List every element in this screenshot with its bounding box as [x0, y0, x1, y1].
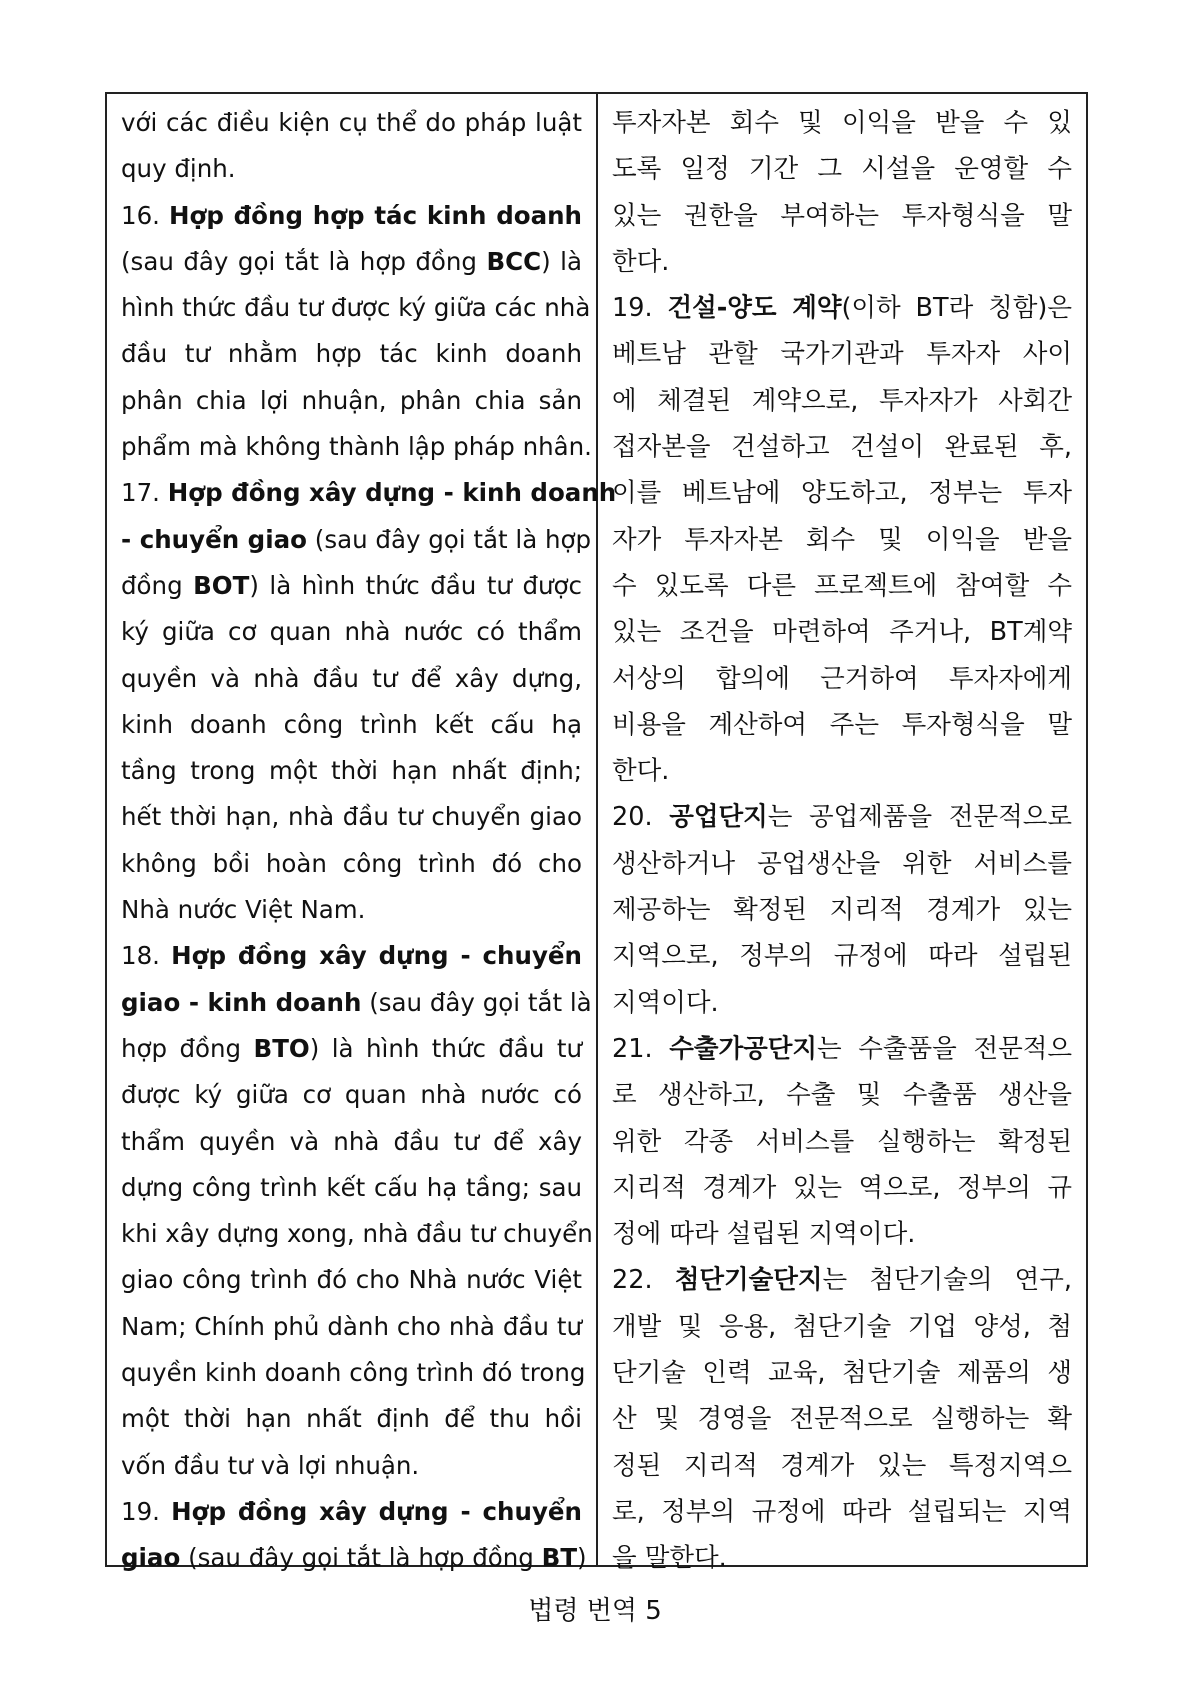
vi-line	[121, 887, 582, 933]
ko-line	[612, 1119, 1072, 1165]
ko-line	[612, 470, 1072, 516]
vi-text: quyền và nhà đầu tư để xây dựng,	[121, 663, 582, 693]
ko-text: 베트남 관할 국가기관과 투자자 사이	[612, 339, 1072, 370]
ko-term: 수출가공단지	[669, 1033, 818, 1064]
vi-line	[121, 656, 582, 702]
ko-line	[612, 887, 1072, 933]
vi-line	[121, 1350, 586, 1396]
vi-term: Hợp đồng hợp tác kinh doanh	[169, 200, 582, 230]
ko-text: 지리적 경계가 있는 역으로, 정부의 규	[612, 1172, 1072, 1203]
vi-line	[121, 841, 582, 887]
vi-line	[121, 1211, 593, 1257]
vi-text: (sau đây gọi tắt là hợp đồng	[121, 246, 487, 276]
vi-term: giao	[121, 1543, 181, 1573]
ko-text: 산 및 경영을 전문적으로 실행하는 확	[612, 1404, 1072, 1435]
vi-text: đồng	[121, 570, 194, 600]
ko-text: 비용을 계산하여 주는 투자형식을 말	[612, 709, 1072, 740]
vi-text: kinh doanh công trình kết cấu hạ	[121, 709, 582, 739]
vi-text: vốn đầu tư và lợi nhuận.	[121, 1450, 420, 1480]
ko-text: 지역으로, 정부의 규정에 따라 설립된	[612, 941, 1072, 972]
vi-term: Hợp đồng xây dựng - kinh doanh	[167, 478, 617, 508]
vi-term: Hợp đồng xây dựng - chuyển	[171, 1496, 582, 1526]
vi-line	[121, 980, 592, 1026]
ko-term: 건설-양도 계약	[667, 293, 842, 324]
vi-line	[121, 470, 617, 516]
vi-line	[121, 933, 582, 979]
ko-line	[612, 239, 1072, 285]
vi-line	[121, 1257, 582, 1303]
vi-text: với các điều kiện cụ thể do pháp luật	[121, 108, 582, 137]
page-footer: 법령 번역 5	[528, 1596, 662, 1626]
vi-term: giao - kinh doanh	[121, 987, 362, 1017]
vi-line	[121, 378, 582, 424]
ko-line	[612, 841, 1072, 887]
ko-text: (이하 BT라 칭함)은	[841, 293, 1072, 324]
ko-line	[612, 1211, 1072, 1257]
vi-line	[121, 285, 591, 331]
ko-text: 19.	[612, 293, 668, 324]
ko-text: 는 수출품을 전문적으	[817, 1033, 1072, 1064]
vi-text: )	[577, 1543, 587, 1573]
ko-text: 정된 지리적 경계가 있는 특정지역으	[612, 1450, 1072, 1481]
vi-text: quyền kinh doanh công trình đó trong	[121, 1358, 586, 1388]
ko-text: 22.	[612, 1265, 675, 1296]
vi-text: hết thời hạn, nhà đầu tư chuyển giao	[121, 802, 582, 832]
vi-text: ) là hình thức đầu tư được	[249, 570, 582, 600]
ko-text: 있는 권한을 부여하는 투자형식을 말	[612, 200, 1072, 231]
ko-line	[612, 1072, 1072, 1118]
ko-line	[612, 563, 1072, 609]
vi-text: được ký giữa cơ quan nhà nước có	[121, 1080, 582, 1110]
vi-text: quy định.	[121, 154, 236, 184]
ko-line	[612, 378, 1072, 424]
vi-line	[121, 100, 582, 146]
vi-line	[121, 517, 592, 563]
vi-line	[121, 1072, 582, 1118]
vi-line	[121, 1535, 587, 1581]
vi-text: một thời hạn nhất định để thu hồi	[121, 1404, 582, 1434]
vi-text: khi xây dựng xong, nhà đầu tư chuyển	[121, 1219, 593, 1249]
vi-line	[121, 1165, 582, 1211]
vi-line	[121, 1304, 582, 1350]
vi-text: dựng công trình kết cấu hạ tầng; sau	[121, 1172, 582, 1202]
ko-text: 는 첨단기술의 연구,	[822, 1265, 1072, 1296]
vi-text: hình thức đầu tư được ký giữa các nhà	[121, 293, 591, 323]
vi-text: (sau đây gọi tắt là hợp đồng	[180, 1543, 542, 1573]
ko-line	[612, 193, 1072, 239]
ko-line	[612, 517, 1072, 563]
ko-text: 는 공업제품을 전문적으로	[767, 802, 1072, 833]
vi-text: 19.	[121, 1496, 172, 1526]
ko-text: 생산하거나 공업생산을 위한 서비스를	[612, 848, 1072, 879]
ko-line	[612, 1535, 1072, 1581]
ko-line	[612, 980, 1072, 1026]
vi-line	[121, 1119, 582, 1165]
translation-table	[105, 92, 1088, 1574]
vi-line	[121, 146, 582, 192]
ko-line	[612, 1026, 1072, 1072]
ko-text: 이를 베트남에 양도하고, 정부는 투자	[612, 478, 1072, 509]
vi-text: (sau đây gọi tắt là hợp	[306, 524, 592, 554]
vi-line	[121, 1396, 582, 1442]
ko-line	[612, 1257, 1072, 1303]
ko-line	[612, 1165, 1072, 1211]
ko-line	[612, 702, 1072, 748]
ko-line	[612, 748, 1072, 794]
ko-text: 접자본을 건설하고 건설이 완료된 후,	[612, 432, 1072, 463]
ko-text: 에 체결된 계약으로, 투자자가 사회간	[612, 385, 1072, 416]
vi-line	[121, 748, 582, 794]
ko-line	[612, 424, 1072, 470]
ko-line	[612, 285, 1072, 331]
ko-text: 로, 정부의 규정에 따라 설립되는 지역	[612, 1496, 1072, 1527]
ko-line	[612, 794, 1072, 840]
ko-text: 위한 각종 서비스를 실행하는 확정된	[612, 1126, 1072, 1157]
vi-term: BTO	[253, 1033, 310, 1063]
vi-line	[121, 239, 582, 285]
ko-term: 첨단기술단지	[674, 1265, 823, 1296]
vi-text: 18.	[121, 941, 172, 971]
vi-line	[121, 1026, 582, 1072]
ko-text: 을 말한다.	[612, 1543, 727, 1574]
ko-text: 있는 조건을 마련하여 주거나, BT계약	[612, 617, 1072, 648]
ko-line	[612, 933, 1072, 979]
vi-text: phẩm mà không thành lập pháp nhân.	[121, 432, 592, 462]
ko-text: 한다.	[612, 756, 670, 787]
ko-text: 투자자본 회수 및 이익을 받을 수 있	[612, 108, 1072, 138]
vi-line	[121, 331, 582, 377]
ko-text: 제공하는 확정된 지리적 경계가 있는	[612, 895, 1072, 926]
vi-text: ký giữa cơ quan nhà nước có thẩm	[121, 617, 582, 647]
vi-line	[121, 609, 582, 655]
vi-text: hợp đồng	[121, 1033, 254, 1063]
vi-line	[121, 563, 582, 609]
ko-text: 지역이다.	[612, 987, 719, 1018]
vi-line	[121, 794, 582, 840]
vi-term: BOT	[193, 570, 250, 600]
vi-text: 16.	[121, 200, 169, 230]
ko-text: 20.	[612, 802, 670, 833]
vi-text: giao công trình đó cho Nhà nước Việt	[121, 1265, 582, 1295]
vi-line	[121, 1443, 582, 1489]
vi-text: đầu tư nhằm hợp tác kinh doanh	[121, 339, 582, 369]
vi-text: Nam; Chính phủ dành cho nhà đầu tư	[121, 1311, 582, 1341]
ko-line	[612, 1443, 1072, 1489]
vi-text: 17.	[121, 478, 168, 508]
ko-line	[612, 656, 1072, 702]
ko-line	[612, 1350, 1072, 1396]
ko-text: 수 있도록 다른 프로젝트에 참여할 수	[612, 570, 1072, 601]
ko-text: 서상의 합의에 근거하여 투자자에게	[612, 663, 1072, 694]
ko-line	[612, 1489, 1072, 1535]
vi-term: Hợp đồng xây dựng - chuyển	[171, 941, 582, 971]
ko-text: 21.	[612, 1033, 670, 1064]
ko-text: 개발 및 응용, 첨단기술 기업 양성, 첨	[612, 1311, 1072, 1342]
ko-text: 한다.	[612, 246, 670, 277]
korean-column	[598, 94, 1086, 1574]
vi-text: phân chia lợi nhuận, phân chia sản	[121, 385, 582, 415]
vi-text: thẩm quyền và nhà đầu tư để xây	[121, 1126, 582, 1156]
ko-line	[612, 146, 1072, 192]
ko-text: 정에 따라 설립된 지역이다.	[612, 1219, 916, 1250]
ko-text: 자가 투자자본 회수 및 이익을 받을	[612, 524, 1072, 555]
vi-line	[121, 1489, 582, 1535]
vi-term: BCC	[486, 246, 542, 276]
vietnamese-column	[107, 94, 617, 1573]
ko-term: 공업단지	[669, 802, 768, 833]
ko-line	[612, 100, 1072, 146]
ko-text: 단기술 인력 교육, 첨단기술 제품의 생	[612, 1358, 1072, 1389]
vi-text: ) là hình thức đầu tư	[309, 1033, 583, 1063]
ko-line	[612, 331, 1072, 377]
vi-text: (sau đây gọi tắt là	[361, 987, 592, 1017]
vi-text: không bồi hoàn công trình đó cho	[121, 848, 582, 878]
vi-term: - chuyển giao	[121, 524, 307, 554]
ko-line	[612, 1396, 1072, 1442]
vi-text: tầng trong một thời hạn nhất định;	[121, 756, 582, 786]
vi-text: ) là	[541, 246, 582, 276]
vi-term: BT	[541, 1543, 578, 1573]
vi-line	[121, 702, 582, 748]
vi-line	[121, 424, 592, 470]
ko-text: 로 생산하고, 수출 및 수출품 생산을	[612, 1080, 1072, 1111]
ko-line	[612, 609, 1072, 655]
ko-text: 도록 일정 기간 그 시설을 운영할 수	[612, 154, 1072, 185]
ko-line	[612, 1304, 1072, 1350]
vi-line	[121, 193, 582, 239]
vi-text: Nhà nước Việt Nam.	[121, 895, 366, 925]
